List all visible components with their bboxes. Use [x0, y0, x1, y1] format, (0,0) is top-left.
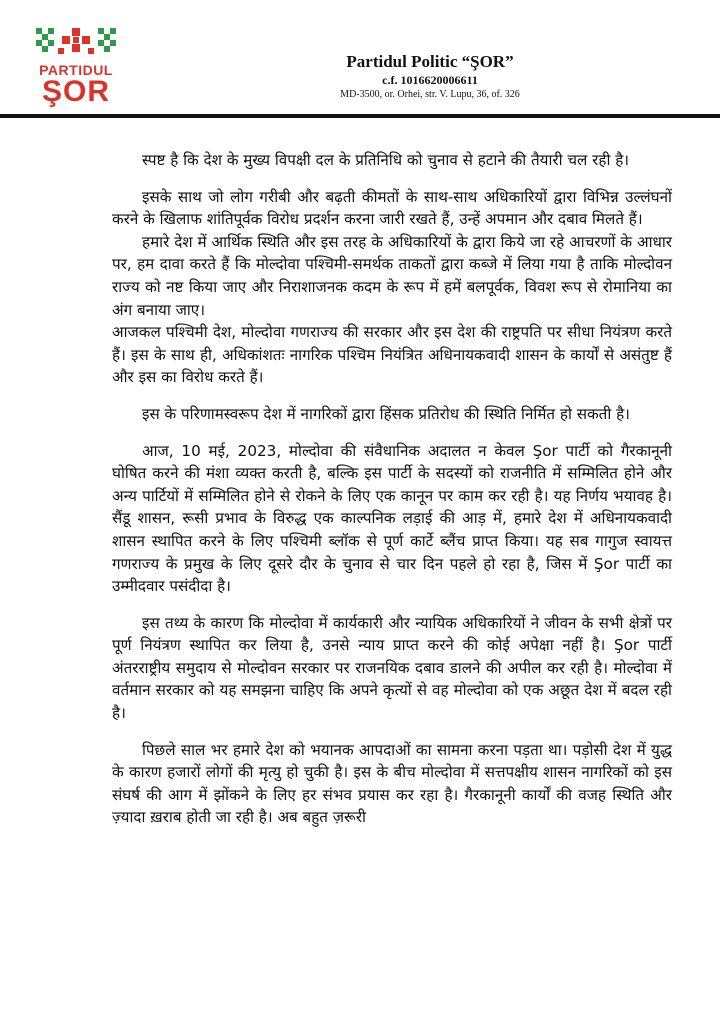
letterhead: [0, 0, 720, 118]
letter-body: [112, 149, 672, 829]
party-logo: [32, 24, 120, 112]
paragraph: पिछले साल भर हमारे देश को भयानक आपदाओं का सामना करना पड़ता था। पड़ोसी देश में युद्ध के कारण हजारों लोगों की मृत्यु हो चुकी है। इस के बीच मोल्दोवा में सत्तपक्षीय शासन नागरिकों को इस संघर्ष की आग में झोंकने के लिए हर संभव प्रयास कर रहा है। गैरकानूनी कार्यों की वजह स्थिति और ज़्यादा ख़राब होती जा रही है। अब बहुत ज़रूरी: [112, 740, 672, 827]
paragraph: इस तथ्य के कारण कि मोल्दोवा में कार्यकारी और न्यायिक अधिकारियों ने जीवन के सभी क्षेत्रों पर पूर्ण नियंत्रण स्थापित कर लिया है, उनसे न्याय प्राप्त करने की कोई अपेक्षा नहीं है। Şor पार्टी अंतरराष्ट्रीय समुदाय से मोल्दोवन सरकार पर राजनयिक दबाव डालने की अपील कर रही है। मोल्दोवा में वर्तमान सरकार को यह समझना चाहिए कि अपने कृत्यों से वह मोल्दोवा को एक अछूत देश में बदल रही है।: [112, 613, 672, 723]
paragraph: स्पष्ट है कि देश के मुख्य विपक्षी दल के प्रतिनिधि को चुनाव से हटाने की तैयारी चल रही है।: [142, 151, 630, 169]
paragraph: इस के परिणामस्वरूप देश में नागरिकों द्वारा हिंसक प्रतिरोध की स्थिति निर्मित हो सकती है।: [142, 404, 630, 423]
header-divider: [0, 114, 720, 118]
party-address: MD-3500, or. Orhei, str. V. Lupu, 36, of. 326: [340, 89, 520, 100]
logo-word-sor: ŞOR: [41, 75, 110, 108]
paragraph: आजकल पश्चिमी देश, मोल्दोवा गणराज्य की सरकार और इस देश की राष्ट्रपति पर सीधा नियंत्रण करते हैं। इस के साथ ही, अधिकांशतः नागरिक पश्चिम नियंत्रित अधिनायकवादी शासन के कार्यों से असंतुष्ट हैं और इस का विरोध करते हैं।: [112, 323, 672, 387]
party-name: Partidul Politic “ŞOR”: [346, 52, 514, 71]
ornament-icon: [34, 26, 118, 60]
paragraph: इसके साथ जो लोग गरीबी और बढ़ती कीमतों के साथ-साथ अधिकारियों द्वारा विभिन्न उल्लंघनों करने के खिलाफ शांतिपूर्वक विरोध प्रदर्शन करना जारी रखते हैं, उन्हें अपमान और दबाव मिलते हैं।: [112, 187, 672, 229]
paragraph: आज, 10 मई, 2023, मोल्दोवा की संवैधानिक अदालत न केवल Şor पार्टी को गैरकानूनी घोषित करने की मंशा व्यक्त करती है, बल्कि इस पार्टी के सदस्यों को राजनीति में सम्मिलित होने और अन्य पार्टियों में सम्मिलित होने से रोकने के लिए एक कानून पर काम कर रही है। यह निर्णय भयावह है। सैंडू शासन, रूसी प्रभाव के विरुद्ध एक काल्पनिक लड़ाई की आड़ में, हमारे देश में अधिनायकवादी शासन स्थापित करने के लिए पश्चिमी ब्लॉक से पूर्ण कार्टे ब्लैंच प्राप्त किया। यह सब गागुज स्वायत्त गणराज्य के प्रमुख के लिए दूसरे दौर के चुनाव से चार दिन पहले हो रहा है, जिस में Şor पार्टी का उम्मीदवार पसंदीदा है।: [112, 441, 672, 596]
logo-word-partidul: PARTIDUL: [39, 62, 113, 78]
party-fiscal-code: c.f. 1016620006611: [382, 73, 478, 87]
paragraph: हमारे देश में आर्थिक स्थिति और इस तरह के अधिकारियों के द्वारा किये जा रहे आचरणों के आधार पर, हम दावा करते हैं कि मोल्दोवा पश्चिमी-समर्थक ताकतों द्वारा कब्जे में लिया गया है ताकि मोल्दोवन राज्य को नष्ट किया जाए और निराशाजनक कदम के रूप में हमें बलपूर्वक, विवश रूप से रोमानिया का अंग बनाया जाए।: [112, 232, 672, 319]
party-info: [290, 52, 570, 102]
